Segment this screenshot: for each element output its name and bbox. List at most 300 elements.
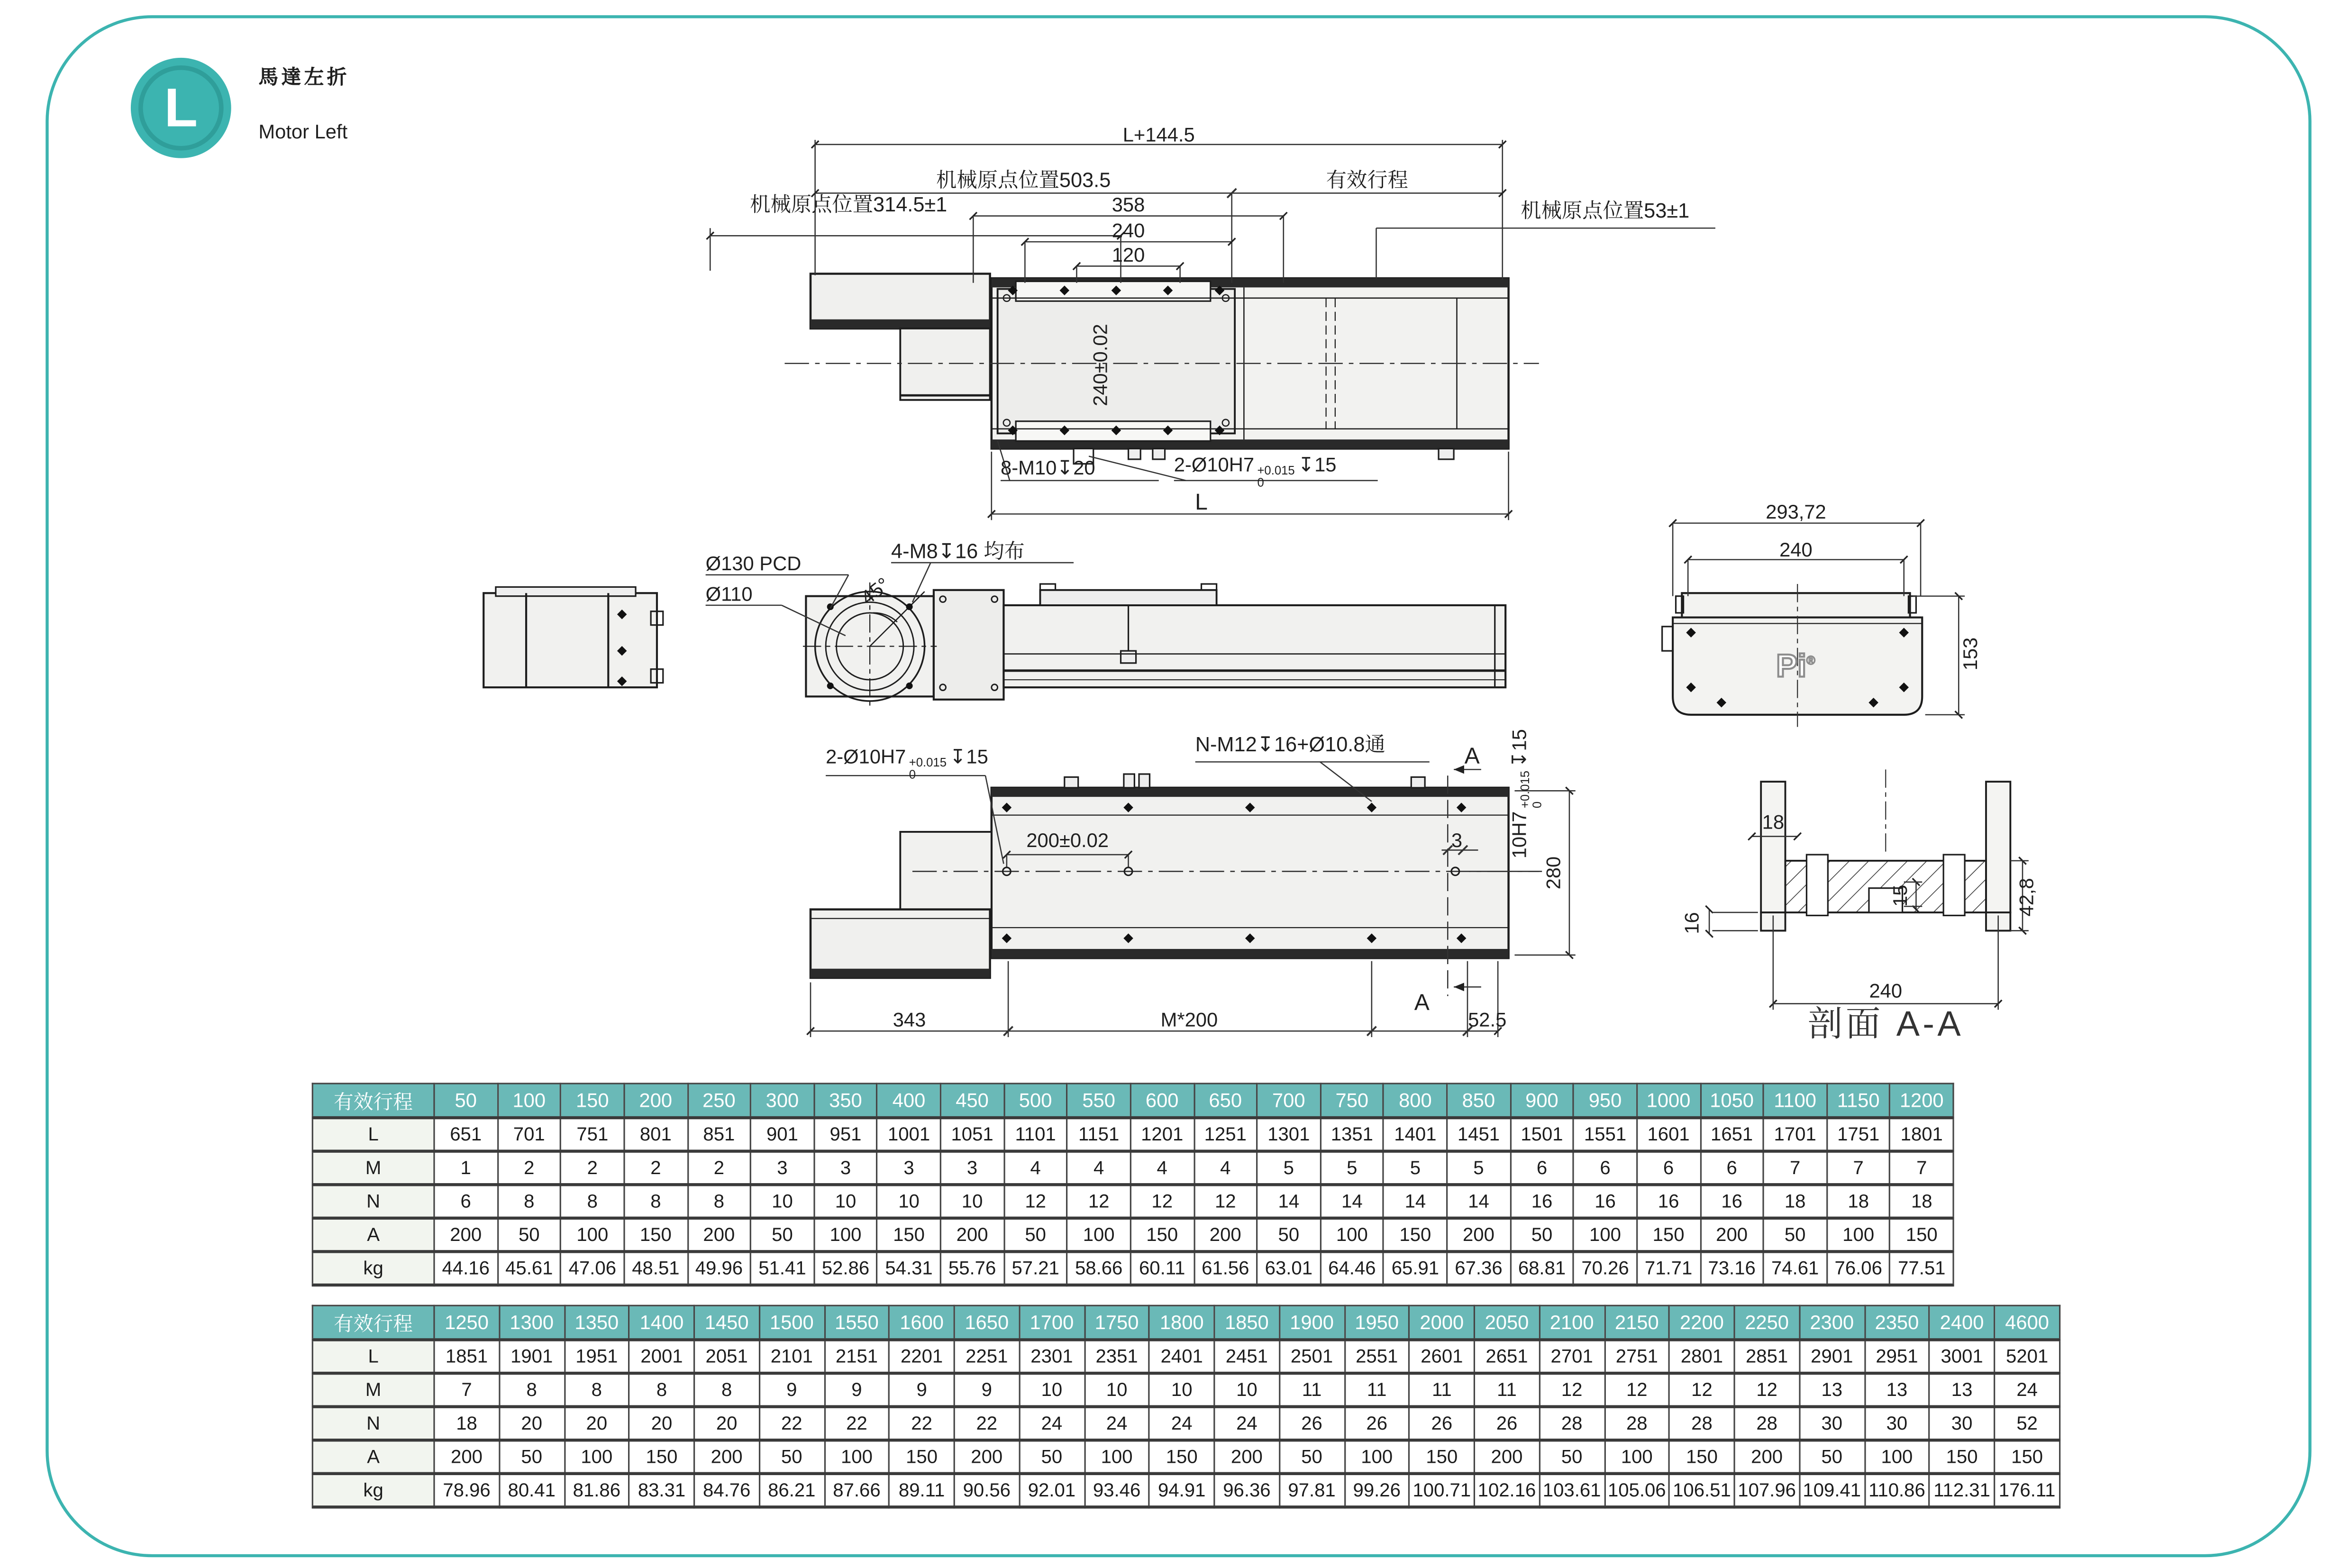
value-cell: 8 <box>694 1373 759 1407</box>
value-cell: 8 <box>499 1373 564 1407</box>
stroke-header-cell: 2200 <box>1669 1305 1734 1340</box>
value-cell: 5201 <box>1995 1340 2060 1373</box>
value-cell: 1251 <box>1194 1118 1257 1151</box>
section-dim-16: 16 <box>1680 912 1704 934</box>
value-cell: 49.96 <box>687 1251 751 1285</box>
stroke-header-cell: 1650 <box>954 1305 1019 1340</box>
value-cell: 18 <box>1890 1185 1953 1218</box>
table-row <box>312 1440 2059 1474</box>
value-cell: 28 <box>1604 1407 1669 1440</box>
section-letter-top: A <box>1464 743 1480 770</box>
value-cell: 2851 <box>1734 1340 1799 1373</box>
value-cell: 10 <box>751 1185 814 1218</box>
registered-mark-icon: ® <box>1806 654 1815 668</box>
value-cell: 1001 <box>877 1118 941 1151</box>
value-cell: 12 <box>1669 1373 1734 1407</box>
value-cell: 89.11 <box>889 1474 954 1507</box>
value-cell: 106.51 <box>1669 1474 1734 1507</box>
value-cell: 28 <box>1669 1407 1734 1440</box>
value-cell: 50 <box>498 1218 561 1252</box>
label-pcd-130: Ø130 PCD <box>705 552 802 575</box>
stroke-header-cell: 300 <box>751 1084 814 1118</box>
value-cell: 97.81 <box>1279 1474 1344 1507</box>
row-label-cell: kg <box>312 1251 434 1285</box>
table-header-row <box>312 1084 1953 1118</box>
value-cell: 63.01 <box>1257 1251 1321 1285</box>
value-cell: 1451 <box>1447 1118 1511 1151</box>
value-cell: 5 <box>1321 1151 1384 1185</box>
stroke-header-cell: 1600 <box>889 1305 954 1340</box>
value-cell: 14 <box>1257 1185 1321 1218</box>
stroke-header-cell: 1450 <box>694 1305 759 1340</box>
value-cell: 87.66 <box>824 1474 889 1507</box>
value-cell: 150 <box>1130 1218 1194 1252</box>
value-cell: 100 <box>1067 1218 1130 1252</box>
value-cell: 11 <box>1409 1373 1474 1407</box>
value-cell: 3 <box>751 1151 814 1185</box>
stroke-header-cell: 1350 <box>564 1305 629 1340</box>
value-cell: 55.76 <box>940 1251 1004 1285</box>
dim-origin-314: 机械原点位置314.5±1 <box>750 193 948 216</box>
value-cell: 67.36 <box>1447 1251 1511 1285</box>
stroke-header-cell: 500 <box>1004 1084 1067 1118</box>
value-cell: 3 <box>940 1151 1004 1185</box>
value-cell: 50 <box>499 1440 564 1474</box>
value-cell: 110.86 <box>1864 1474 1929 1507</box>
label-dia-110: Ø110 <box>705 582 753 605</box>
value-cell: 2801 <box>1669 1340 1734 1373</box>
table-header-row <box>312 1305 2059 1340</box>
label-effective-stroke: 有效行程 <box>1326 169 1408 192</box>
value-cell: 1801 <box>1890 1118 1953 1151</box>
stroke-header-cell: 550 <box>1067 1084 1130 1118</box>
value-cell: 30 <box>1799 1407 1864 1440</box>
value-cell: 22 <box>954 1407 1019 1440</box>
value-cell: 1751 <box>1827 1118 1890 1151</box>
value-cell: 200 <box>434 1440 499 1474</box>
value-cell: 200 <box>1734 1440 1799 1474</box>
value-cell: 1051 <box>940 1118 1004 1151</box>
value-cell: 12 <box>1004 1185 1067 1218</box>
value-cell: 7 <box>1827 1151 1890 1185</box>
value-cell: 8 <box>629 1373 694 1407</box>
value-cell: 2951 <box>1864 1340 1929 1373</box>
value-cell: 22 <box>889 1407 954 1440</box>
value-cell: 150 <box>629 1440 694 1474</box>
value-cell: 92.01 <box>1019 1474 1084 1507</box>
stroke-header-cell: 600 <box>1130 1084 1194 1118</box>
stroke-header-cell: 4600 <box>1995 1305 2060 1340</box>
value-cell: 50 <box>751 1218 814 1252</box>
value-cell: 14 <box>1321 1185 1384 1218</box>
value-cell: 50 <box>1257 1218 1321 1252</box>
value-cell: 2301 <box>1019 1340 1084 1373</box>
table-row <box>312 1340 2059 1373</box>
dim-origin-53: 机械原点位置53±1 <box>1521 199 1690 222</box>
stroke-header-cell: 2250 <box>1734 1305 1799 1340</box>
value-cell: 2 <box>561 1151 624 1185</box>
value-cell: 18 <box>1763 1185 1827 1218</box>
value-cell: 150 <box>1409 1440 1474 1474</box>
table-row <box>312 1474 2059 1507</box>
value-cell: 44.16 <box>434 1251 498 1285</box>
stroke-header-cell: 800 <box>1384 1084 1447 1118</box>
value-cell: 11 <box>1279 1373 1344 1407</box>
value-cell: 150 <box>1384 1218 1447 1252</box>
value-cell: 951 <box>814 1118 877 1151</box>
value-cell: 1651 <box>1700 1118 1764 1151</box>
value-cell: 7 <box>434 1373 499 1407</box>
dim-45-deg: 45° <box>856 573 894 610</box>
value-cell: 2051 <box>694 1340 759 1373</box>
value-cell: 1601 <box>1637 1118 1700 1151</box>
value-cell: 10 <box>814 1185 877 1218</box>
value-cell: 14 <box>1447 1185 1511 1218</box>
value-cell: 2351 <box>1084 1340 1149 1373</box>
value-cell: 45.61 <box>498 1251 561 1285</box>
stroke-table-2 <box>312 1305 2061 1509</box>
stroke-header-cell: 1900 <box>1279 1305 1344 1340</box>
value-cell: 1 <box>434 1151 498 1185</box>
value-cell: 100 <box>564 1440 629 1474</box>
value-cell: 200 <box>687 1218 751 1252</box>
dim-end-240: 240 <box>1779 538 1813 561</box>
row-label-cell: L <box>312 1118 434 1151</box>
value-cell: 3001 <box>1930 1340 1995 1373</box>
value-cell: 51.41 <box>751 1251 814 1285</box>
stroke-header-cell: 900 <box>1510 1084 1574 1118</box>
dim-240-top: 240 <box>1112 219 1145 242</box>
row-label-cell: L <box>312 1340 434 1373</box>
stroke-header-cell: 750 <box>1321 1084 1384 1118</box>
section-dim-42-8: 42,8 <box>2014 878 2038 917</box>
value-cell: 100 <box>1084 1440 1149 1474</box>
row-label-cell: M <box>312 1151 434 1185</box>
value-cell: 150 <box>1669 1440 1734 1474</box>
value-cell: 24 <box>1214 1407 1279 1440</box>
value-cell: 1901 <box>499 1340 564 1373</box>
value-cell: 2901 <box>1799 1340 1864 1373</box>
table-row <box>312 1251 1953 1285</box>
value-cell: 20 <box>694 1407 759 1440</box>
value-cell: 12 <box>1194 1185 1257 1218</box>
value-cell: 9 <box>759 1373 824 1407</box>
section-dim-15: 15 <box>1888 884 1912 907</box>
value-cell: 1501 <box>1510 1118 1574 1151</box>
value-cell: 2751 <box>1604 1340 1669 1373</box>
value-cell: 26 <box>1474 1407 1539 1440</box>
value-cell: 1101 <box>1004 1118 1067 1151</box>
stroke-header-cell: 1200 <box>1890 1084 1953 1118</box>
value-cell: 801 <box>624 1118 688 1151</box>
value-cell: 100 <box>1827 1218 1890 1252</box>
stroke-header-cell: 1750 <box>1084 1305 1149 1340</box>
dim-end-width: 293,72 <box>1766 500 1826 523</box>
row-label-cell: A <box>312 1440 434 1474</box>
value-cell: 200 <box>434 1218 498 1252</box>
value-cell: 12 <box>1734 1373 1799 1407</box>
value-cell: 7 <box>1763 1151 1827 1185</box>
stroke-header-cell: 2350 <box>1864 1305 1929 1340</box>
value-cell: 94.91 <box>1149 1474 1214 1507</box>
dim-358: 358 <box>1112 193 1145 216</box>
value-cell: 8 <box>624 1185 688 1218</box>
value-cell: 20 <box>499 1407 564 1440</box>
value-cell: 1701 <box>1763 1118 1827 1151</box>
value-cell: 28 <box>1540 1407 1604 1440</box>
stroke-header-cell: 1050 <box>1700 1084 1764 1118</box>
value-cell: 65.91 <box>1384 1251 1447 1285</box>
value-cell: 1201 <box>1130 1118 1194 1151</box>
dim-m-200: M*200 <box>1160 1008 1218 1031</box>
stroke-header-cell: 1400 <box>629 1305 694 1340</box>
value-cell: 6 <box>434 1185 498 1218</box>
value-cell: 90.56 <box>954 1474 1019 1507</box>
value-cell: 26 <box>1279 1407 1344 1440</box>
value-cell: 52 <box>1995 1407 2060 1440</box>
value-cell: 8 <box>498 1185 561 1218</box>
value-cell: 3 <box>877 1151 941 1185</box>
dim-total-length: L+144.5 <box>1122 123 1195 146</box>
value-cell: 68.81 <box>1510 1251 1574 1285</box>
value-cell: 1851 <box>434 1340 499 1373</box>
dim-343: 343 <box>893 1008 926 1031</box>
value-cell: 1551 <box>1574 1118 1637 1151</box>
dim-280: 280 <box>1542 856 1565 890</box>
table-row <box>312 1407 2059 1440</box>
table-row <box>312 1185 1953 1218</box>
value-cell: 176.11 <box>1995 1474 2060 1507</box>
value-cell: 112.31 <box>1930 1474 1995 1507</box>
section-letter-bottom: A <box>1414 990 1430 1016</box>
value-cell: 150 <box>1637 1218 1700 1252</box>
value-cell: 100 <box>1574 1218 1637 1252</box>
value-cell: 6 <box>1510 1151 1574 1185</box>
row-label-cell: N <box>312 1407 434 1440</box>
stroke-header-cell: 1150 <box>1827 1084 1890 1118</box>
value-cell: 16 <box>1574 1185 1637 1218</box>
stroke-header-cell: 1000 <box>1637 1084 1700 1118</box>
dim-200-tolerance: 200±0.02 <box>1026 829 1109 852</box>
value-cell: 86.21 <box>759 1474 824 1507</box>
dim-L: L <box>1195 490 1208 516</box>
value-cell: 16 <box>1700 1185 1764 1218</box>
value-cell: 851 <box>687 1118 751 1151</box>
value-cell: 200 <box>940 1218 1004 1252</box>
value-cell: 12 <box>1130 1185 1194 1218</box>
value-cell: 2151 <box>824 1340 889 1373</box>
value-cell: 11 <box>1474 1373 1539 1407</box>
section-dim-240: 240 <box>1869 979 1903 1003</box>
stroke-header-cell: 2100 <box>1540 1305 1604 1340</box>
table-row <box>312 1218 1953 1252</box>
value-cell: 4 <box>1004 1151 1067 1185</box>
value-cell: 58.66 <box>1067 1251 1130 1285</box>
value-cell: 16 <box>1637 1185 1700 1218</box>
value-cell: 6 <box>1637 1151 1700 1185</box>
value-cell: 16 <box>1510 1185 1574 1218</box>
value-cell: 2 <box>498 1151 561 1185</box>
value-cell: 150 <box>1930 1440 1995 1474</box>
value-cell: 93.46 <box>1084 1474 1149 1507</box>
value-cell: 50 <box>759 1440 824 1474</box>
value-cell: 50 <box>1019 1440 1084 1474</box>
value-cell: 9 <box>954 1373 1019 1407</box>
row-label-cell: N <box>312 1185 434 1218</box>
value-cell: 14 <box>1384 1185 1447 1218</box>
stroke-header-label: 有效行程 <box>312 1305 434 1340</box>
tolerance-stack: +0.015 0 <box>909 756 947 782</box>
value-cell: 10 <box>940 1185 1004 1218</box>
stroke-header-cell: 2000 <box>1409 1305 1474 1340</box>
stroke-header-cell: 2400 <box>1930 1305 1995 1340</box>
value-cell: 13 <box>1799 1373 1864 1407</box>
value-cell: 102.16 <box>1474 1474 1539 1507</box>
value-cell: 200 <box>694 1440 759 1474</box>
value-cell: 10 <box>877 1185 941 1218</box>
value-cell: 1951 <box>564 1340 629 1373</box>
value-cell: 22 <box>759 1407 824 1440</box>
value-cell: 5 <box>1384 1151 1447 1185</box>
value-cell: 2651 <box>1474 1340 1539 1373</box>
value-cell: 100 <box>1604 1440 1669 1474</box>
value-cell: 150 <box>624 1218 688 1252</box>
value-cell: 73.16 <box>1700 1251 1764 1285</box>
value-cell: 24 <box>1084 1407 1149 1440</box>
value-cell: 200 <box>1700 1218 1764 1252</box>
value-cell: 6 <box>1700 1151 1764 1185</box>
stroke-header-cell: 850 <box>1447 1084 1511 1118</box>
badge-letter: L <box>164 76 198 138</box>
dim-10h7-vertical: 10H7 +0.015 0 ↧15 <box>1508 729 1545 859</box>
dim-52-5: 52.5 <box>1468 1008 1507 1031</box>
value-cell: 57.21 <box>1004 1251 1067 1285</box>
value-cell: 100 <box>814 1218 877 1252</box>
stroke-header-cell: 2050 <box>1474 1305 1539 1340</box>
value-cell: 18 <box>434 1407 499 1440</box>
value-cell: 22 <box>824 1407 889 1440</box>
stroke-header-cell: 350 <box>814 1084 877 1118</box>
value-cell: 8 <box>564 1373 629 1407</box>
value-cell: 26 <box>1409 1407 1474 1440</box>
value-cell: 50 <box>1510 1218 1574 1252</box>
tolerance-stack: +0.015 0 <box>1518 770 1545 809</box>
stroke-header-cell: 250 <box>687 1084 751 1118</box>
stroke-header-cell: 1100 <box>1763 1084 1827 1118</box>
value-cell: 751 <box>561 1118 624 1151</box>
value-cell: 4 <box>1194 1151 1257 1185</box>
value-cell: 3 <box>814 1151 877 1185</box>
value-cell: 47.06 <box>561 1251 624 1285</box>
value-cell: 2201 <box>889 1340 954 1373</box>
value-cell: 96.36 <box>1214 1474 1279 1507</box>
value-cell: 12 <box>1604 1373 1669 1407</box>
value-cell: 7 <box>1890 1151 1953 1185</box>
stroke-header-cell: 50 <box>434 1084 498 1118</box>
value-cell: 5 <box>1257 1151 1321 1185</box>
value-cell: 200 <box>1447 1218 1511 1252</box>
dim-240-tolerance: 240±0.02 <box>1089 324 1112 406</box>
value-cell: 10 <box>1149 1373 1214 1407</box>
value-cell: 77.51 <box>1890 1251 1953 1285</box>
value-cell: 30 <box>1864 1407 1929 1440</box>
value-cell: 6 <box>1574 1151 1637 1185</box>
value-cell: 1401 <box>1384 1118 1447 1151</box>
value-cell: 20 <box>629 1407 694 1440</box>
row-label-cell: M <box>312 1373 434 1407</box>
value-cell: 2401 <box>1149 1340 1214 1373</box>
value-cell: 61.56 <box>1194 1251 1257 1285</box>
stroke-header-label: 有效行程 <box>312 1084 434 1118</box>
value-cell: 1301 <box>1257 1118 1321 1151</box>
tolerance-stack: +0.015 0 <box>1257 464 1295 490</box>
value-cell: 20 <box>564 1407 629 1440</box>
value-cell: 2501 <box>1279 1340 1344 1373</box>
value-cell: 84.76 <box>694 1474 759 1507</box>
value-cell: 10 <box>1019 1373 1084 1407</box>
value-cell: 81.86 <box>564 1474 629 1507</box>
value-cell: 9 <box>824 1373 889 1407</box>
table-row <box>312 1118 1953 1151</box>
value-cell: 52.86 <box>814 1251 877 1285</box>
value-cell: 701 <box>498 1118 561 1151</box>
value-cell: 200 <box>1474 1440 1539 1474</box>
label-8-m10: 8-M10↧20 <box>1001 456 1095 479</box>
value-cell: 13 <box>1864 1373 1929 1407</box>
value-cell: 4 <box>1067 1151 1130 1185</box>
value-cell: 18 <box>1827 1185 1890 1218</box>
value-cell: 2001 <box>629 1340 694 1373</box>
table-row <box>312 1151 1953 1185</box>
page-title-zh: 馬達左折 <box>258 65 350 89</box>
stroke-header-cell: 150 <box>561 1084 624 1118</box>
value-cell: 48.51 <box>624 1251 688 1285</box>
stroke-header-cell: 1250 <box>434 1305 499 1340</box>
value-cell: 50 <box>1763 1218 1827 1252</box>
value-cell: 100 <box>561 1218 624 1252</box>
value-cell: 109.41 <box>1799 1474 1864 1507</box>
label-n-m12: N-M12↧16+Ø10.8通 <box>1195 733 1385 756</box>
stroke-header-cell: 1950 <box>1344 1305 1409 1340</box>
value-cell: 1351 <box>1321 1118 1384 1151</box>
stroke-header-cell: 700 <box>1257 1084 1321 1118</box>
value-cell: 150 <box>889 1440 954 1474</box>
value-cell: 50 <box>1004 1218 1067 1252</box>
value-cell: 1151 <box>1067 1118 1130 1151</box>
value-cell: 80.41 <box>499 1474 564 1507</box>
page-title-en: Motor Left <box>258 120 348 143</box>
stroke-header-cell: 1800 <box>1149 1305 1214 1340</box>
value-cell: 5 <box>1447 1151 1511 1185</box>
value-cell: 2701 <box>1540 1340 1604 1373</box>
stroke-header-cell: 2150 <box>1604 1305 1669 1340</box>
table-row <box>312 1373 2059 1407</box>
stroke-table-1 <box>312 1083 1954 1286</box>
stroke-header-cell: 1500 <box>759 1305 824 1340</box>
row-label-cell: kg <box>312 1474 434 1507</box>
value-cell: 100 <box>1321 1218 1384 1252</box>
value-cell: 2451 <box>1214 1340 1279 1373</box>
stroke-header-cell: 2300 <box>1799 1305 1864 1340</box>
value-cell: 2101 <box>759 1340 824 1373</box>
value-cell: 64.46 <box>1321 1251 1384 1285</box>
value-cell: 651 <box>434 1118 498 1151</box>
value-cell: 24 <box>1995 1373 2060 1407</box>
value-cell: 107.96 <box>1734 1474 1799 1507</box>
value-cell: 78.96 <box>434 1474 499 1507</box>
stroke-header-cell: 1300 <box>499 1305 564 1340</box>
dim-end-height-153: 153 <box>1959 637 1982 671</box>
